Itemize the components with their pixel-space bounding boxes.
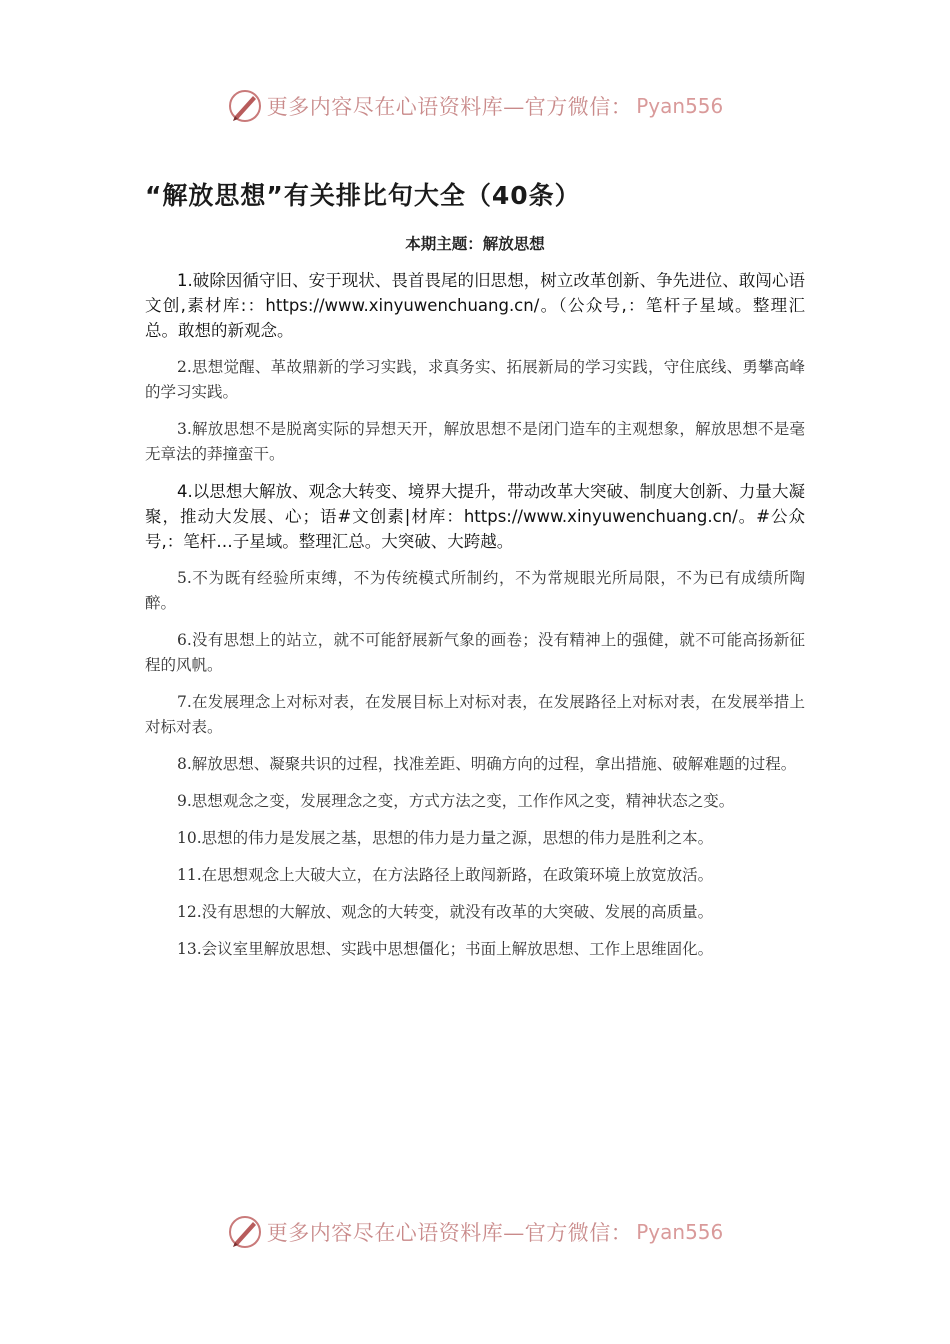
paragraph-10: 10.思想的伟力是发展之基，思想的伟力是力量之源，思想的伟力是胜利之本。 [177, 829, 714, 847]
banner-wechat-id: Pyan556 [636, 94, 724, 118]
article-body [145, 268, 805, 974]
paragraph-7: 7.在发展理念上对标对表，在发展目标上对标对表，在发展路径上对标对表，在发展举措上对标对表。 [145, 693, 805, 736]
footer-banner [0, 1210, 950, 1254]
paragraph-3: 3.解放思想不是脱离实际的异想天开，解放思想不是闭门造车的主观想象，解放思想不是毫无章法的莽撞蛮干。 [145, 420, 805, 463]
paragraph-8: 8.解放思想、凝聚共识的过程，找准差距、明确方向的过程，拿出措施、破解难题的过程。 [177, 755, 797, 773]
paragraph-1: 1.破除因循守旧、安于现状、畏首畏尾的旧思想，树立改革创新、争先进位、敢闯心语文创,素材库:：https://www.xinyuwenchuang.cn/。（公众号,：笔杆子星域。整理汇总。敢想的新观念。 [145, 271, 805, 340]
pen-logo-icon [227, 1214, 263, 1250]
paragraph-6: 6.没有思想上的站立，就不可能舒展新气象的画卷；没有精神上的强健，就不可能高扬新征程的风帆。 [145, 631, 805, 674]
page-subtitle: 本期主题：解放思想 [405, 235, 545, 253]
pen-logo-icon [227, 88, 263, 124]
paragraph-11: 11.在思想观念上大破大立，在方法路径上敢闯新路，在政策环境上放宽放活。 [177, 866, 714, 884]
page-title: “解放思想”有关排比句大全（40条） [145, 181, 581, 210]
paragraph-12: 12.没有思想的大解放、观念的大转变，就没有改革的大突破、发展的高质量。 [177, 903, 714, 921]
paragraph-13: 13.会议室里解放思想、实践中思想僵化；书面上解放思想、工作上思维固化。 [177, 940, 714, 958]
paragraph-9: 9.思想观念之变，发展理念之变，方式方法之变，工作作风之变，精神状态之变。 [177, 792, 735, 810]
banner-text: 更多内容尽在心语资料库—官方微信： [266, 1221, 633, 1245]
paragraph-2: 2.思想觉醒、革故鼎新的学习实践，求真务实、拓展新局的学习实践，守住底线、勇攀高峰的学习实践。 [145, 358, 805, 401]
banner-text: 更多内容尽在心语资料库—官方微信： [266, 95, 633, 119]
paragraph-5: 5.不为既有经验所束缚，不为传统模式所制约，不为常规眼光所局限，不为已有成绩所陶醉。 [145, 569, 805, 612]
banner-wechat-id: Pyan556 [636, 1220, 724, 1244]
header-banner [0, 84, 950, 128]
paragraph-4: 4.以思想大解放、观念大转变、境界大提升，带动改革大突破、制度大创新、力量大凝聚，推动大发展、心；语#文创素|材库：https://www.xinyuwenchuang.cn/。#公众号,：笔杆…子星域。整理汇总。大突破、大跨越。 [145, 482, 805, 551]
